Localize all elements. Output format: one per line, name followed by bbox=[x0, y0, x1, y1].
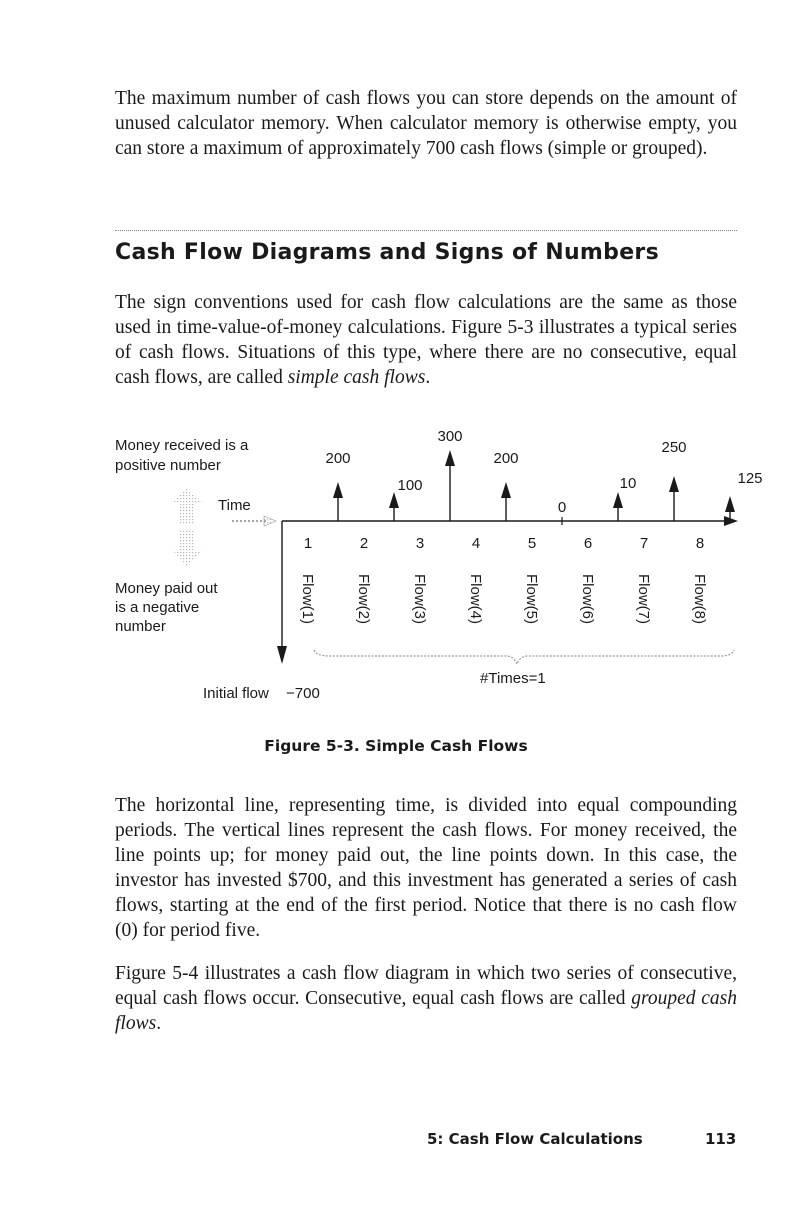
label-paid-line1: Money paid out bbox=[115, 580, 218, 597]
cash-flow-value: 200 bbox=[493, 450, 519, 467]
time-axis-arrow-icon bbox=[724, 516, 738, 526]
times-bracket bbox=[314, 650, 734, 664]
section-heading: Cash Flow Diagrams and Signs of Numbers bbox=[115, 240, 659, 265]
period-number: 6 bbox=[583, 535, 593, 552]
times-label: #Times=1 bbox=[480, 670, 546, 687]
flow-register-label: Flow(8) bbox=[691, 574, 708, 625]
period-number: 8 bbox=[695, 535, 705, 552]
period-number: 5 bbox=[527, 535, 537, 552]
label-paid-line3: number bbox=[115, 618, 166, 635]
cash-flow-arrow-icon bbox=[501, 482, 511, 498]
initial-flow-label: Initial flow bbox=[203, 685, 269, 702]
dotted-right-arrow-icon bbox=[232, 516, 276, 526]
flow-register-label: Flow(6) bbox=[579, 574, 596, 625]
cash-flow-arrow-icon bbox=[725, 496, 735, 512]
cash-flow-arrow-icon bbox=[333, 482, 343, 498]
cash-flow-value: 200 bbox=[325, 450, 351, 467]
grouped-cash-flows-term: grouped cash flows bbox=[115, 988, 737, 1034]
footer-page-number: 113 bbox=[705, 1130, 737, 1148]
flow-register-label: Flow(1) bbox=[299, 574, 316, 625]
flow-register-label: Flow(4) bbox=[467, 574, 484, 625]
intro-paragraph: The maximum number of cash flows you can store depends on the amount of unused calculator memory. When calculator memory is otherwise empty, you can store a maximum of approximately 700 cash flows (simple or grouped). bbox=[115, 88, 737, 159]
cash-flow-arrow-icon bbox=[613, 492, 623, 508]
grouped-flows-paragraph bbox=[115, 961, 737, 1036]
sign-conventions-period: . bbox=[425, 367, 431, 388]
grouped-flows-text: Figure 5-4 illustrates a cash flow diagram in which two series of consecutive, equal cash flows occur. Consecutive, equal cash flows are called bbox=[115, 963, 737, 1009]
cash-flow-value: 100 bbox=[397, 477, 423, 494]
cash-flow-arrow-icon bbox=[669, 476, 679, 492]
cash-flow-value: 250 bbox=[661, 439, 687, 456]
explanation-paragraph: The horizontal line, representing time, is divided into equal compounding periods. The vertical lines represent the cash flows. For money received, the line points up; for money paid out, the line points down. In this case, the investor has invested $700, and this investment has generated a series of cash flows, starting at the end of the first period. Notice that there is no cash flow (0) for period five. bbox=[115, 795, 737, 941]
flow-register-label: Flow(3) bbox=[411, 574, 428, 625]
cash-flow-value: 300 bbox=[437, 428, 463, 445]
sign-conventions-text: The sign conventions used for cash flow calculations are the same as those used in time-value-of-money calculations. Figure 5-3 illustrates a typical series of cash flows. Situations of this type, where there are no consecutive, equal cash flows, are called bbox=[115, 292, 737, 388]
cash-flow-arrow-icon bbox=[445, 450, 455, 466]
label-paid-line2: is a negative bbox=[115, 599, 200, 616]
label-received-line2: positive number bbox=[115, 457, 221, 474]
cash-flow-value: 0 bbox=[557, 499, 567, 516]
cash-flow-arrow-icon bbox=[389, 492, 399, 508]
dotted-down-arrow-icon bbox=[172, 530, 202, 566]
label-time: Time bbox=[218, 497, 251, 514]
period-number: 7 bbox=[639, 535, 649, 552]
grouped-flows-period: . bbox=[156, 1013, 162, 1034]
cash-flows-group bbox=[299, 428, 763, 624]
period-number: 1 bbox=[303, 535, 313, 552]
period-number: 4 bbox=[471, 535, 481, 552]
period-number: 3 bbox=[415, 535, 425, 552]
figure-caption: Figure 5-3. Simple Cash Flows bbox=[264, 737, 528, 755]
label-received-line1: Money received is a bbox=[115, 437, 249, 454]
flow-register-label: Flow(7) bbox=[635, 574, 652, 625]
dotted-up-arrow-icon bbox=[172, 488, 202, 524]
cash-flow-value: 10 bbox=[619, 475, 637, 492]
cash-flow-value: 125 bbox=[737, 470, 763, 487]
flow-register-label: Flow(5) bbox=[523, 574, 540, 625]
footer-chapter-title: 5: Cash Flow Calculations bbox=[427, 1130, 643, 1148]
period-number: 2 bbox=[359, 535, 369, 552]
initial-flow-arrow-icon bbox=[277, 646, 287, 664]
initial-flow-value: −700 bbox=[286, 685, 320, 702]
flow-register-label: Flow(2) bbox=[355, 574, 372, 625]
simple-cash-flows-term: simple cash flows bbox=[287, 367, 426, 388]
